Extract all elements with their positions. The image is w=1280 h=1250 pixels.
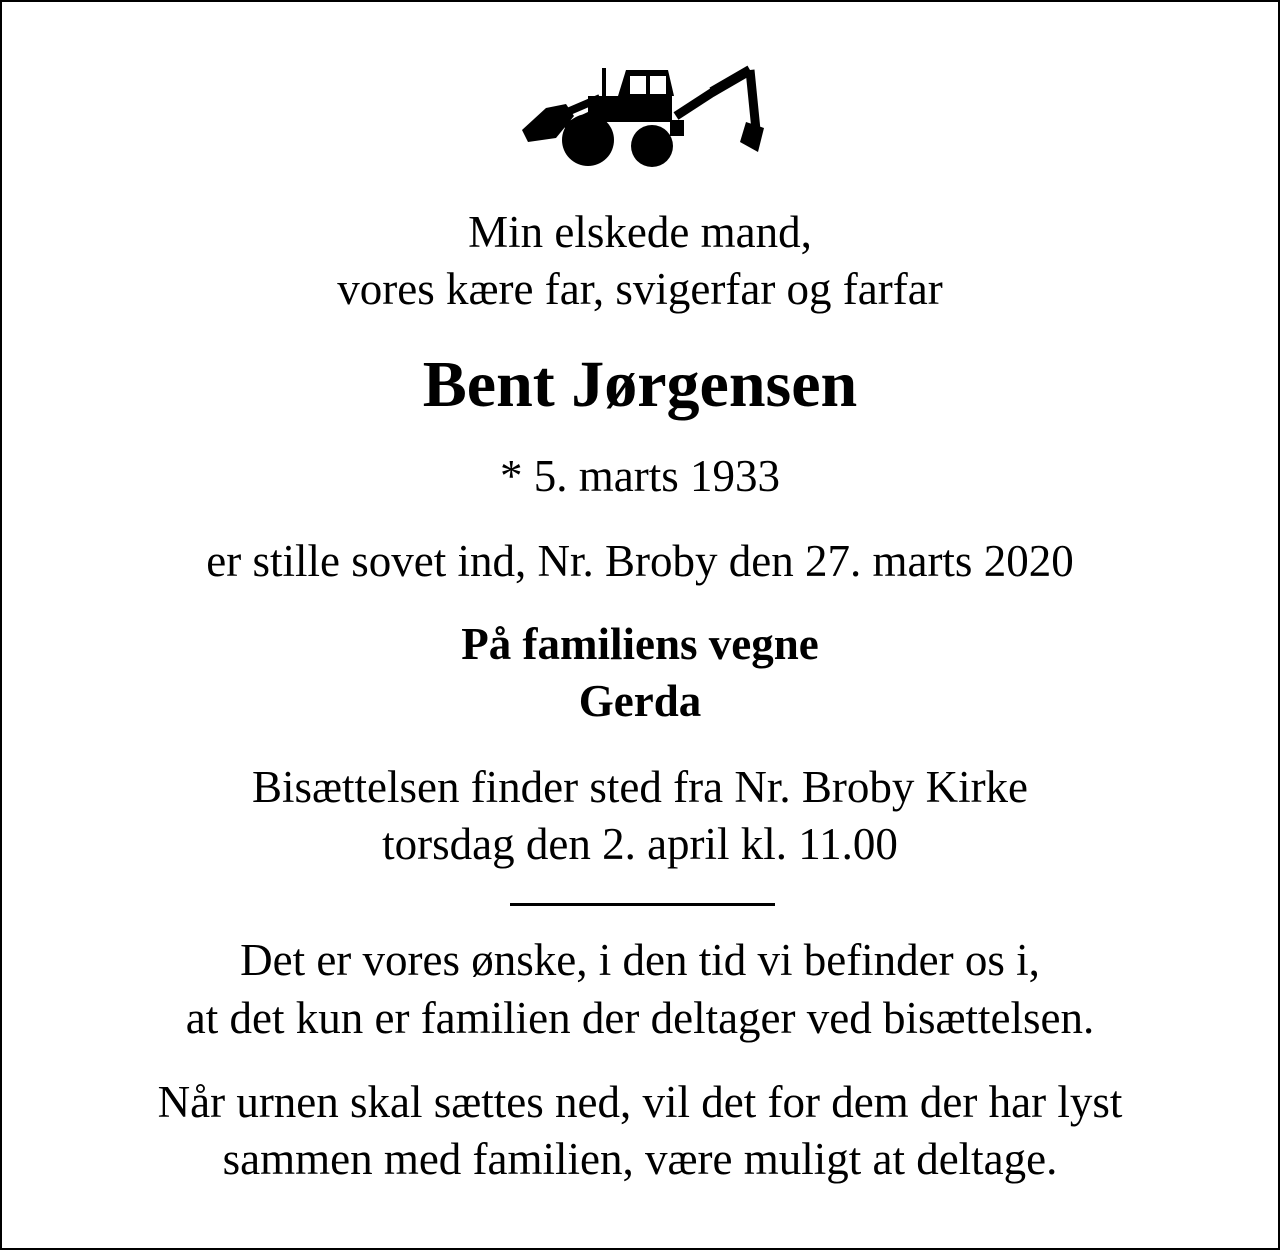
wish-line-2: at det kun er familien der deltager ved bisættelsen. [185,993,1095,1043]
urn-line-2: sammen med familien, være muligt at deltage. [222,1134,1058,1184]
urn-line-1: Når urnen skal sættes ned, vil det for dem der har lyst [157,1077,1123,1127]
service-line-1: Bisættelsen finder sted fra Nr. Broby Kirke [251,762,1029,812]
wish-line-1: Det er vores ønske, i den tid vi befinder os i, [240,935,1040,985]
intro-line-2: vores kære far, svigerfar og farfar [337,264,943,314]
divider [510,903,775,906]
intro-line-1: Min elskede mand, [468,207,812,257]
deceased-name: Bent Jørgensen [422,348,858,421]
birth-date: * 5. marts 1933 [500,451,780,501]
backhoe-loader-icon [518,64,768,172]
signature-line-2: Gerda [578,676,702,726]
signature-line-1: På familiens vegne [461,619,819,669]
death-notice: er stille sovet ind, Nr. Broby den 27. marts 2020 [206,536,1074,586]
service-line-2: torsdag den 2. april kl. 11.00 [382,819,898,869]
